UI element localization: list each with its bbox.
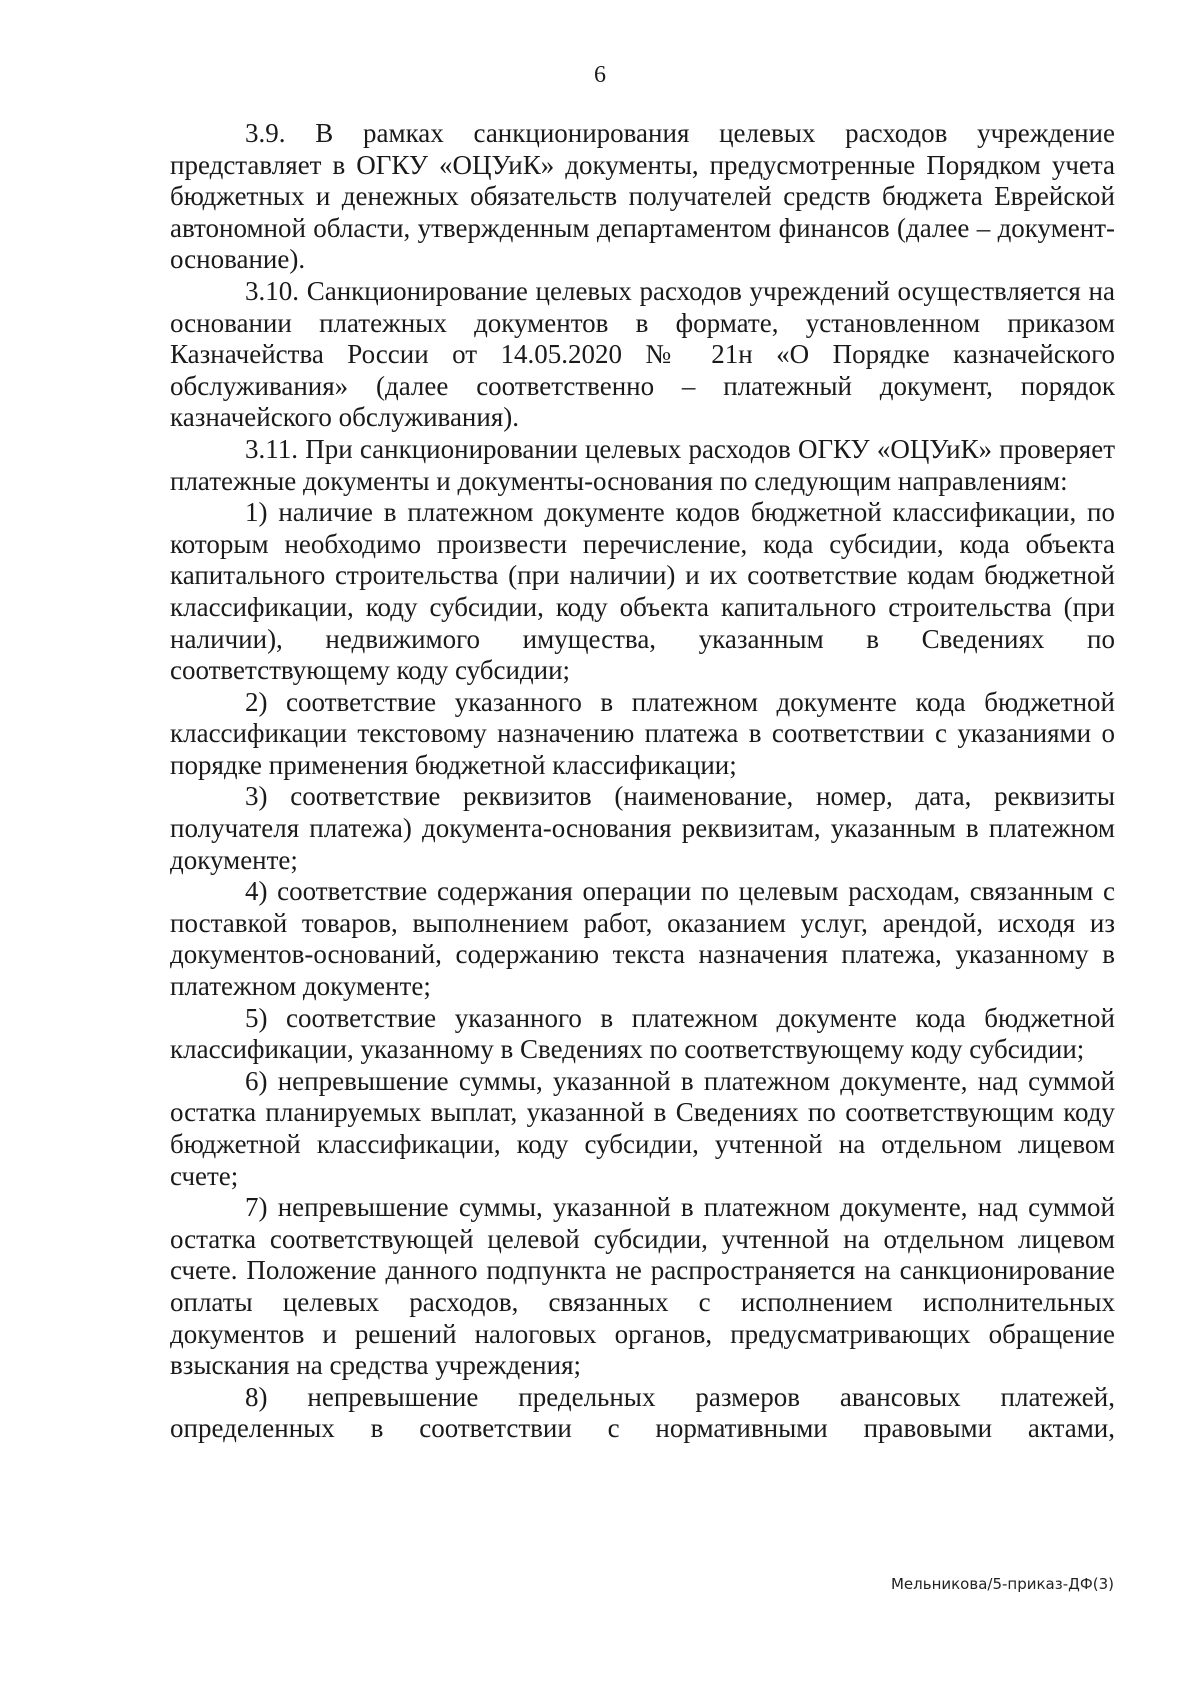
page-number: 6 <box>594 62 606 88</box>
list-item-7: 7) непревышение суммы, указанной в платежном документе, над суммой остатка соответствующей целевой субсидии, учтенной на отдельном лицевом счете. Положение данного подпункта не распространяется на санкционирование оплаты целевых расходов, связанных с исполнением исполнительных документов и решений налоговых органов, предусматривающих обращение взыскания на средства учреждения; <box>170 1192 1115 1381</box>
list-item-2: 2) соответствие указанного в платежном документе кода бюджетной классификации текстовому назначению платежа в соответствии с указаниями о порядке применения бюджетной классификации; <box>170 686 1115 780</box>
paragraph-3-9: 3.9. В рамках санкционирования целевых расходов учреждение представляет в ОГКУ «ОЦУиК» документы, предусмотренные Порядком учета бюджетных и денежных обязательств получателей средств бюджета Еврейской автономной области, утвержденным департаментом финансов (далее – документ-основание). <box>170 118 1115 275</box>
list-item-4: 4) соответствие содержания операции по целевым расходам, связанным с поставкой товаров, выполнением работ, оказанием услуг, арендой, исходя из документов-оснований, содержанию текста назначения платежа, указанному в платежном документе; <box>170 876 1115 1002</box>
list-item-8: 8) непревышение предельных размеров авансовых платежей, определенных в соответствии с нормативными правовыми актами, <box>170 1381 1115 1444</box>
list-item-6: 6) непревышение суммы, указанной в платежном документе, над суммой остатка планируемых выплат, указанной в Сведениях по соответствующим коду бюджетной классификации, коду субсидии, учтенной на отдельном лицевом счете; <box>170 1065 1115 1191</box>
footer-document-code: Мельникова/5-приказ-ДФ(3) <box>890 1575 1114 1593</box>
document-body <box>170 118 1115 1445</box>
paragraph-3-10: 3.10. Санкционирование целевых расходов учреждений осуществляется на основании платежных документов в формате, установленном приказом Казначейства России от 14.05.2020 № 21н «О Порядке казначейского обслуживания» (далее соответственно – платежный документ, порядок казначейского обслуживания). <box>170 275 1115 433</box>
list-item-3: 3) соответствие реквизитов (наименование, номер, дата, реквизиты получателя платежа) документа-основания реквизитам, указанным в платежном документе; <box>170 781 1115 875</box>
list-item-5: 5) соответствие указанного в платежном документе кода бюджетной классификации, указанному в Сведениях по соответствующему коду субсидии; <box>170 1002 1115 1065</box>
paragraph-3-11: 3.11. При санкционировании целевых расходов ОГКУ «ОЦУиК» проверяет платежные документы и документы-основания по следующим направлениям: <box>170 433 1115 496</box>
list-item-1: 1) наличие в платежном документе кодов бюджетной классификации, по которым необходимо произвести перечисление, кода субсидии, кода объекта капитального строительства (при наличии) и их соответствие кодам бюджетной классификации, коду субсидии, коду объекта капитального строительства (при наличии), недвижимого имущества, указанным в Сведениях по соответствующему коду субсидии; <box>170 497 1115 686</box>
